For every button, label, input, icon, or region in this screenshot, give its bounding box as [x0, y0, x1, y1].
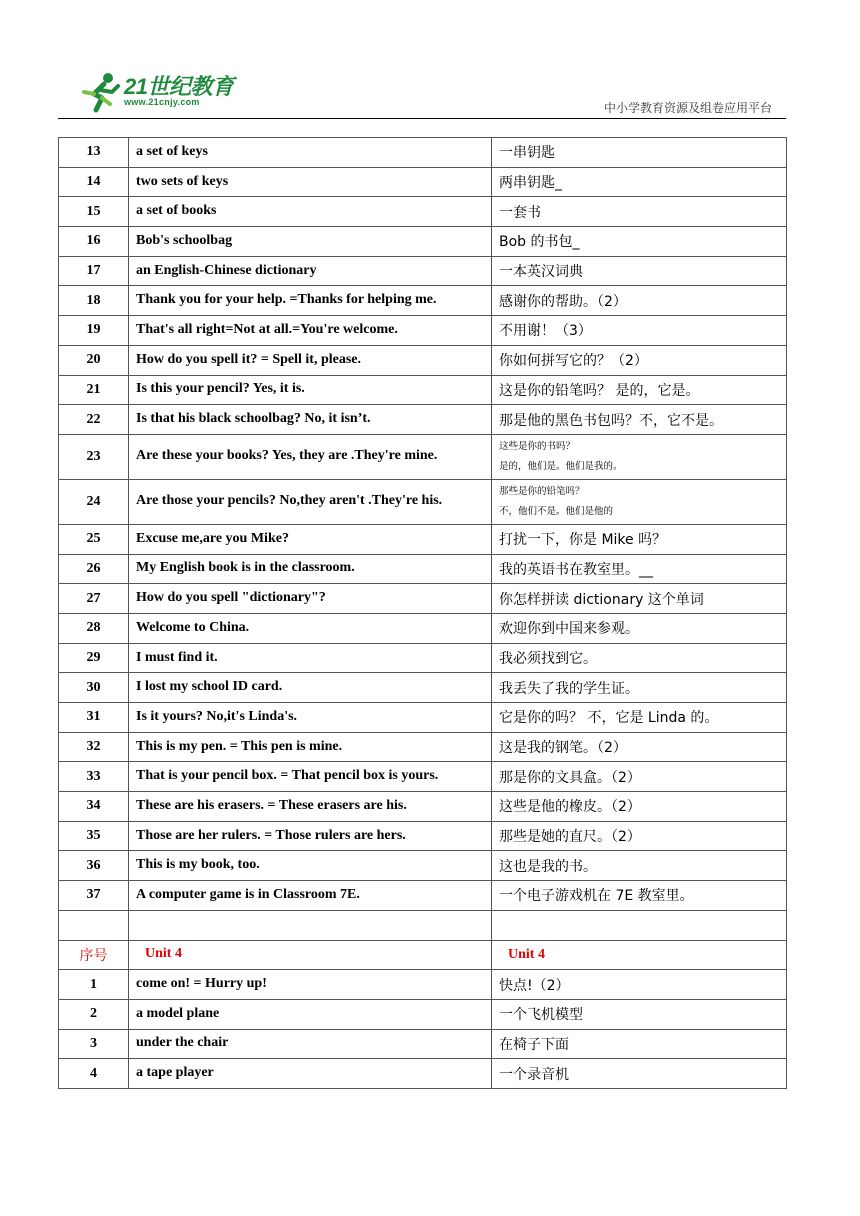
english-phrase: a set of books: [129, 197, 492, 227]
english-phrase: Are those your pencils? No,they aren't .They're his.: [129, 479, 492, 524]
english-phrase: come on! = Hurry up!: [129, 970, 492, 1000]
table-row: [59, 613, 787, 643]
chinese-translation-line: 这些是你的书吗？: [499, 440, 576, 452]
row-number: 18: [59, 286, 129, 316]
logo-url-text: www.21cnjy.com: [124, 97, 200, 107]
table-row: [59, 227, 787, 257]
row-number: 13: [59, 138, 129, 168]
row-number: 33: [59, 762, 129, 792]
english-phrase: These are his erasers. = These erasers are his.: [129, 792, 492, 822]
chinese-translation: [492, 434, 787, 479]
english-phrase: Bob's schoolbag: [129, 227, 492, 257]
english-phrase: This is my pen. = This pen is mine.: [129, 732, 492, 762]
row-number: 3: [59, 1029, 129, 1059]
english-phrase: How do you spell "dictionary"?: [129, 584, 492, 614]
chinese-translation: 两串钥匙_: [492, 167, 787, 197]
english-phrase: a model plane: [129, 999, 492, 1029]
english-phrase: Those are her rulers. = Those rulers are hers.: [129, 821, 492, 851]
row-number: 29: [59, 643, 129, 673]
chinese-translation: 在椅子下面: [492, 1029, 787, 1059]
chinese-translation: 一个电子游戏机在 7E 教室里。: [492, 881, 787, 911]
chinese-translation: 它是你的吗？ 不，它是 Linda 的。: [492, 703, 787, 733]
table-row: [59, 999, 787, 1029]
vocabulary-table-body: [59, 138, 787, 1089]
row-number: 37: [59, 881, 129, 911]
site-logo: [80, 70, 270, 114]
table-row: [59, 821, 787, 851]
table-row: [59, 167, 787, 197]
row-number: 28: [59, 613, 129, 643]
unit-title-chinese: Unit 4: [492, 940, 787, 970]
unit-title-english: Unit 4: [129, 940, 492, 970]
row-number: 2: [59, 999, 129, 1029]
table-row: [59, 256, 787, 286]
table-row: [59, 970, 787, 1000]
english-phrase: Is this your pencil? Yes, it is.: [129, 375, 492, 405]
table-row: [59, 197, 787, 227]
chinese-translation: 那些是她的直尺。（2）: [492, 821, 787, 851]
table-row: [59, 405, 787, 435]
chinese-translation: 这也是我的书。: [492, 851, 787, 881]
chinese-translation: 我的英语书在教室里。__: [492, 554, 787, 584]
english-phrase: This is my book, too.: [129, 851, 492, 881]
chinese-translation: [492, 479, 787, 524]
row-number: 34: [59, 792, 129, 822]
chinese-translation: 感谢你的帮助。（2）: [492, 286, 787, 316]
empty-cell: [59, 910, 129, 940]
empty-cell: [492, 910, 787, 940]
row-number: 19: [59, 316, 129, 346]
chinese-translation: 你怎样拼读 dictionary 这个单词: [492, 584, 787, 614]
chinese-translation: 这些是他的橡皮。（2）: [492, 792, 787, 822]
chinese-translation: 欢迎你到中国来参观。: [492, 613, 787, 643]
table-row: [59, 1029, 787, 1059]
chinese-translation: 不用谢！（3）: [492, 316, 787, 346]
chinese-translation: 这是我的钢笔。（2）: [492, 732, 787, 762]
chinese-translation: Bob 的书包_: [492, 227, 787, 257]
table-row: [59, 762, 787, 792]
row-number: 27: [59, 584, 129, 614]
english-phrase: a set of keys: [129, 138, 492, 168]
table-row: [59, 345, 787, 375]
english-phrase: Is that his black schoolbag? No, it isn’t.: [129, 405, 492, 435]
chinese-translation-line: 是的，他们是。他们是我的。: [499, 460, 623, 472]
row-number: 17: [59, 256, 129, 286]
table-row: [59, 851, 787, 881]
chinese-translation-line: 不，他们不是。他们是他的: [499, 505, 614, 517]
unit-header-row: [59, 940, 787, 970]
table-row: [59, 316, 787, 346]
page-header: [58, 66, 786, 119]
chinese-translation: 快点!（2）: [492, 970, 787, 1000]
table-row: [59, 524, 787, 554]
table-row: [59, 673, 787, 703]
chinese-translation: 一个录音机: [492, 1059, 787, 1089]
english-phrase: Are these your books? Yes, they are .They're mine.: [129, 434, 492, 479]
row-number: 14: [59, 167, 129, 197]
chinese-translation: 打扰一下，你是 Mike 吗？: [492, 524, 787, 554]
row-number: 35: [59, 821, 129, 851]
english-phrase: How do you spell it? = Spell it, please.: [129, 345, 492, 375]
english-phrase: an English-Chinese dictionary: [129, 256, 492, 286]
row-number: 20: [59, 345, 129, 375]
chinese-translation: 这是你的铅笔吗？ 是的，它是。: [492, 375, 787, 405]
english-phrase: under the chair: [129, 1029, 492, 1059]
row-number: 25: [59, 524, 129, 554]
row-number: 4: [59, 1059, 129, 1089]
chinese-translation: 我丢失了我的学生证。: [492, 673, 787, 703]
row-number: 26: [59, 554, 129, 584]
english-phrase: I lost my school ID card.: [129, 673, 492, 703]
row-number: 32: [59, 732, 129, 762]
chinese-translation-line: 那些是你的铅笔吗？: [499, 485, 585, 497]
english-phrase: That is your pencil box. = That pencil box is yours.: [129, 762, 492, 792]
english-phrase: That's all right=Not at all.=You're welcome.: [129, 316, 492, 346]
chinese-translation: 你如何拼写它的？（2）: [492, 345, 787, 375]
english-phrase: a tape player: [129, 1059, 492, 1089]
row-number: 24: [59, 479, 129, 524]
table-row: [59, 138, 787, 168]
chinese-translation: 那是你的文具盒。（2）: [492, 762, 787, 792]
table-row: [59, 1059, 787, 1089]
table-row: [59, 479, 787, 524]
table-row: [59, 881, 787, 911]
table-row: [59, 792, 787, 822]
chinese-translation: 那是他的黑色书包吗？不，它不是。: [492, 405, 787, 435]
table-row: [59, 703, 787, 733]
header-tagline: 中小学教育资源及组卷应用平台: [603, 101, 772, 115]
row-number: 36: [59, 851, 129, 881]
english-phrase: Thank you for your help. =Thanks for helping me.: [129, 286, 492, 316]
row-number: 22: [59, 405, 129, 435]
table-row: [59, 286, 787, 316]
english-phrase: Is it yours? No,it's Linda's.: [129, 703, 492, 733]
blank-row: [59, 910, 787, 940]
table-row: [59, 584, 787, 614]
chinese-translation: 一个飞机模型: [492, 999, 787, 1029]
row-number: 15: [59, 197, 129, 227]
row-number: 23: [59, 434, 129, 479]
table-row: [59, 732, 787, 762]
vocabulary-table: [58, 137, 787, 1089]
runner-icon: [80, 70, 122, 114]
english-phrase: My English book is in the classroom.: [129, 554, 492, 584]
table-row: [59, 554, 787, 584]
english-phrase: I must find it.: [129, 643, 492, 673]
logo-main-text: 21世纪教育: [124, 74, 234, 99]
chinese-translation: 一套书: [492, 197, 787, 227]
row-number: 30: [59, 673, 129, 703]
chinese-translation: 一串钥匙: [492, 138, 787, 168]
table-row: [59, 434, 787, 479]
english-phrase: Excuse me,are you Mike?: [129, 524, 492, 554]
empty-cell: [129, 910, 492, 940]
english-phrase: two sets of keys: [129, 167, 492, 197]
row-number: 21: [59, 375, 129, 405]
english-phrase: Welcome to China.: [129, 613, 492, 643]
chinese-translation: 一本英汉词典: [492, 256, 787, 286]
row-number: 16: [59, 227, 129, 257]
table-row: [59, 643, 787, 673]
column-header-number: 序号: [59, 940, 129, 970]
row-number: 31: [59, 703, 129, 733]
table-row: [59, 375, 787, 405]
english-phrase: A computer game is in Classroom 7E.: [129, 881, 492, 911]
row-number: 1: [59, 970, 129, 1000]
chinese-translation: 我必须找到它。: [492, 643, 787, 673]
